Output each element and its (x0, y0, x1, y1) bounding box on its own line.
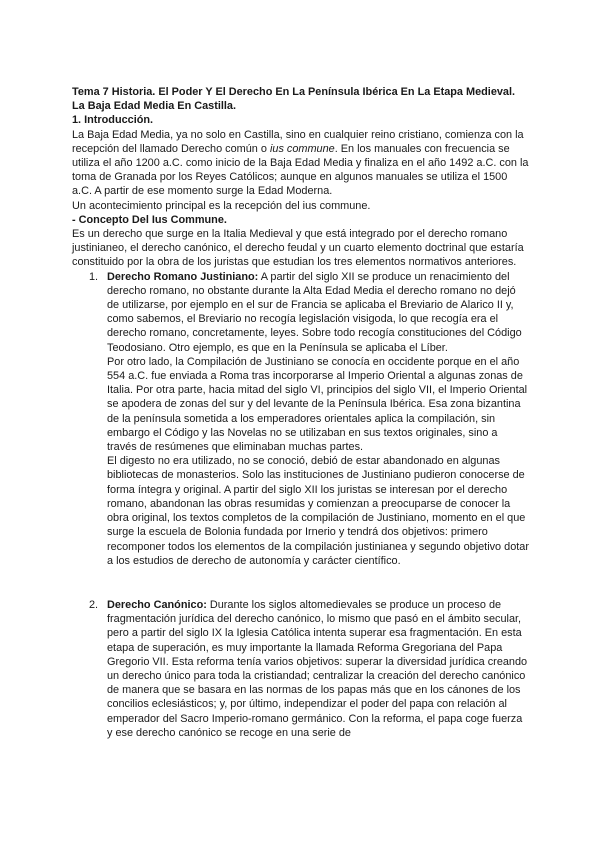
event-line: Un acontecimiento principal es la recepción del ius commune. (72, 199, 371, 212)
list-item-paragraph (107, 598, 530, 740)
list-item-paragraph (107, 270, 530, 355)
list-item-number: 1. (89, 270, 99, 283)
intro-italic-term: ius commune (269, 142, 335, 155)
list-item-number: 2. (89, 598, 99, 611)
document-title: Tema 7 Historia. El Poder Y El Derecho En La Península Ibérica En La Etapa Medieval. La Baja Edad Media En Castilla. (72, 86, 516, 113)
list-item-paragraph-3: El digesto no era utilizado, no se conoció, debió de estar abandonado en algunas bibliotecas de monasterios. Solo las instituciones de Justiniano pudieron conocerse de forma íntegra y original. A partir del siglo XII los juristas se interesan por el derecho romano, abandonan las obras resumidas y comienzan a preocuparse de conocer la obra original, los textos completos de la compilación de Justiniano, momento en el que surge la escuela de Bolonia fundada por Irnerio y tendrá dos objetivos: primero recomponer todos los elementos de la compilación justinianea y segundo objetivo dotar a los estudios de derecho de autonomía y carácter científico. (107, 455, 529, 567)
concept-paragraph: Es un derecho que surge en la Italia Medieval y que está integrado por el derecho romano justinianeo, el derecho canónico, el derecho feudal y un cuarto elemento doctrinal que estaría constituido por la obra de los juristas que estudian los tres elementos normativos anteriores. (72, 228, 524, 269)
intro-text-part1: La Baja Edad Media, ya no solo en Castilla, sino en cualquier reino cristiano, comienza con la recepción del llamado Derecho común o (72, 128, 524, 155)
intro-paragraph (72, 128, 530, 199)
concept-heading: - Concepto Del Ius Commune. (72, 213, 227, 226)
list-item-derecho-romano (72, 270, 530, 568)
list-spacer (72, 568, 530, 598)
list-item-text: A partir del siglo XII se produce un renacimiento del derecho romano, no obstante durante la Alta Edad Media el derecho romano no dejó de utilizarse, por ejemplo en el sur de Francia se aplicaba el Breviario de Alarico II y, como sabemos, el Breviario no recogía legislación visigoda, lo que recogía era el derecho romano, concretamente, leyes. Sobre todo recogía constituciones del Código Teodosiano. Otro ejemplo, es que en la Península se aplicaba el Líber. (107, 270, 522, 354)
list-item-text: Durante los siglos altomedievales se produce un proceso de fragmentación jurídica del derecho canónico, lo mismo que pasó en el ámbito secular, pero a partir del siglo IX la Iglesia Católica intenta superar esa fragmentación. En esta etapa de superación, es muy importante la llamada Reforma Gregoriana del Papa Gregorio VII. Esta reforma tenía varios objetivos: superar la diversidad jurídica creando un derecho único para toda la cristiandad; centralizar la creación del derecho canónico de manera que se basara en las normas de los papas más que en los cánones de los concilios eclesiásticos; y, por último, independizar el poder del papa con relación al emperador del Sacro Imperio-romano germánico. Con la reforma, el papa coge fuerza y ese derecho canónico se recoge en una serie de (107, 598, 528, 739)
list-item-term: Derecho Romano Justiniano: (107, 270, 259, 283)
intro-text-part2: . En los manuales con frecuencia se utiliza el año 1200 a.C. como inicio de la Baja Edad Media y finaliza en el año 1492 a.C. con la toma de Granada por los Reyes Católicos; aunque en algunos manuales se utiliza el 1500 a.C. A partir de ese momento surge la Edad Moderna. (72, 142, 529, 198)
list-item-paragraph-2: Por otro lado, la Compilación de Justiniano se conocía en occidente porque en el año 554 a.C. fue enviada a Roma tras incorporarse al Imperio Oriental a algunas zonas de Italia. Por otra parte, hacia mitad del siglo VI, principios del siglo VII, el Imperio Oriental se apodera de zonas del sur y del levante de la Península Ibérica. Esa zona bizantina de la península sometida a los emperadores orientales aplica la compilación, sin embargo el Código y las Novelas no se utilizaban en sus textos originales, sino a través de resúmenes que eliminaban muchas partes. (107, 355, 528, 454)
numbered-list (72, 270, 530, 740)
list-item-derecho-canonico (72, 598, 530, 740)
document-body (72, 85, 530, 740)
section-heading-introduccion: 1. Introducción. (72, 114, 154, 127)
list-item-term: Derecho Canónico: (107, 598, 207, 611)
